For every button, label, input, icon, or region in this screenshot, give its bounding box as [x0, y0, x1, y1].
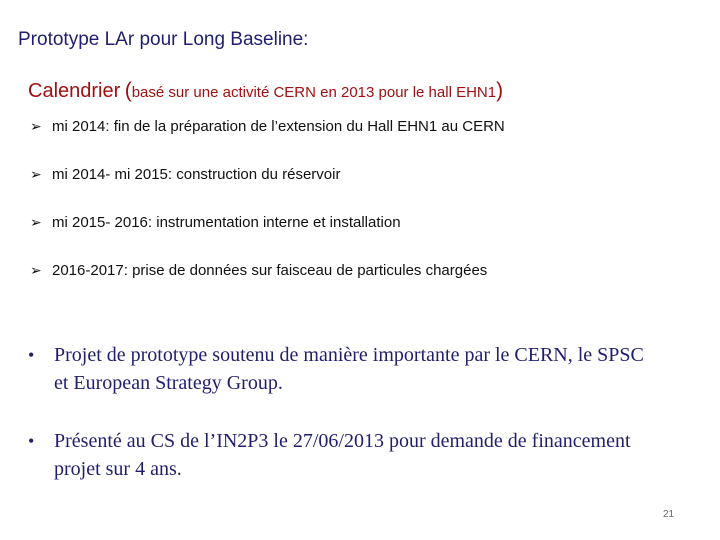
bullet-dot-icon: •: [28, 345, 35, 365]
page-number: 21: [663, 509, 675, 520]
arrow-bullet-icon: ➢: [30, 263, 42, 279]
schedule-item-text: mi 2014: fin de la préparation de l’extension du Hall EHN1 au CERN: [52, 118, 505, 135]
bullet-text: Présenté au CS de l’IN2P3 le 27/06/2013 pour demande de financement projet sur 4 ans.: [54, 430, 631, 480]
arrow-bullet-icon: ➢: [30, 215, 42, 231]
arrow-bullet-icon: ➢: [30, 167, 42, 183]
schedule-item-text: 2016-2017: prise de données sur faisceau de particules chargées: [52, 262, 488, 279]
calendar-heading: [28, 79, 503, 103]
schedule-item-text: mi 2014- mi 2015: construction du réservoir: [52, 166, 341, 183]
schedule-item-text: mi 2015- 2016: instrumentation interne et installation: [52, 214, 401, 231]
bullet-text: Projet de prototype soutenu de manière importante par le CERN, le SPSC et European Strategy Group.: [54, 344, 644, 394]
bullet-point: [28, 427, 648, 483]
schedule-item: [30, 214, 401, 231]
schedule-item: [30, 262, 487, 279]
arrow-bullet-icon: ➢: [30, 119, 42, 135]
schedule-item: [30, 166, 340, 183]
calendar-open-paren: (: [124, 79, 132, 102]
bullet-point: [28, 341, 648, 397]
calendar-heading-label: Calendrier: [28, 80, 121, 102]
bullet-dot-icon: •: [28, 431, 35, 451]
schedule-item: [30, 118, 505, 135]
calendar-heading-note: basé sur une activité CERN en 2013 pour le hall EHN1: [131, 84, 497, 101]
calendar-close-paren: ): [496, 79, 504, 102]
slide-title: Prototype LAr pour Long Baseline:: [18, 29, 309, 50]
